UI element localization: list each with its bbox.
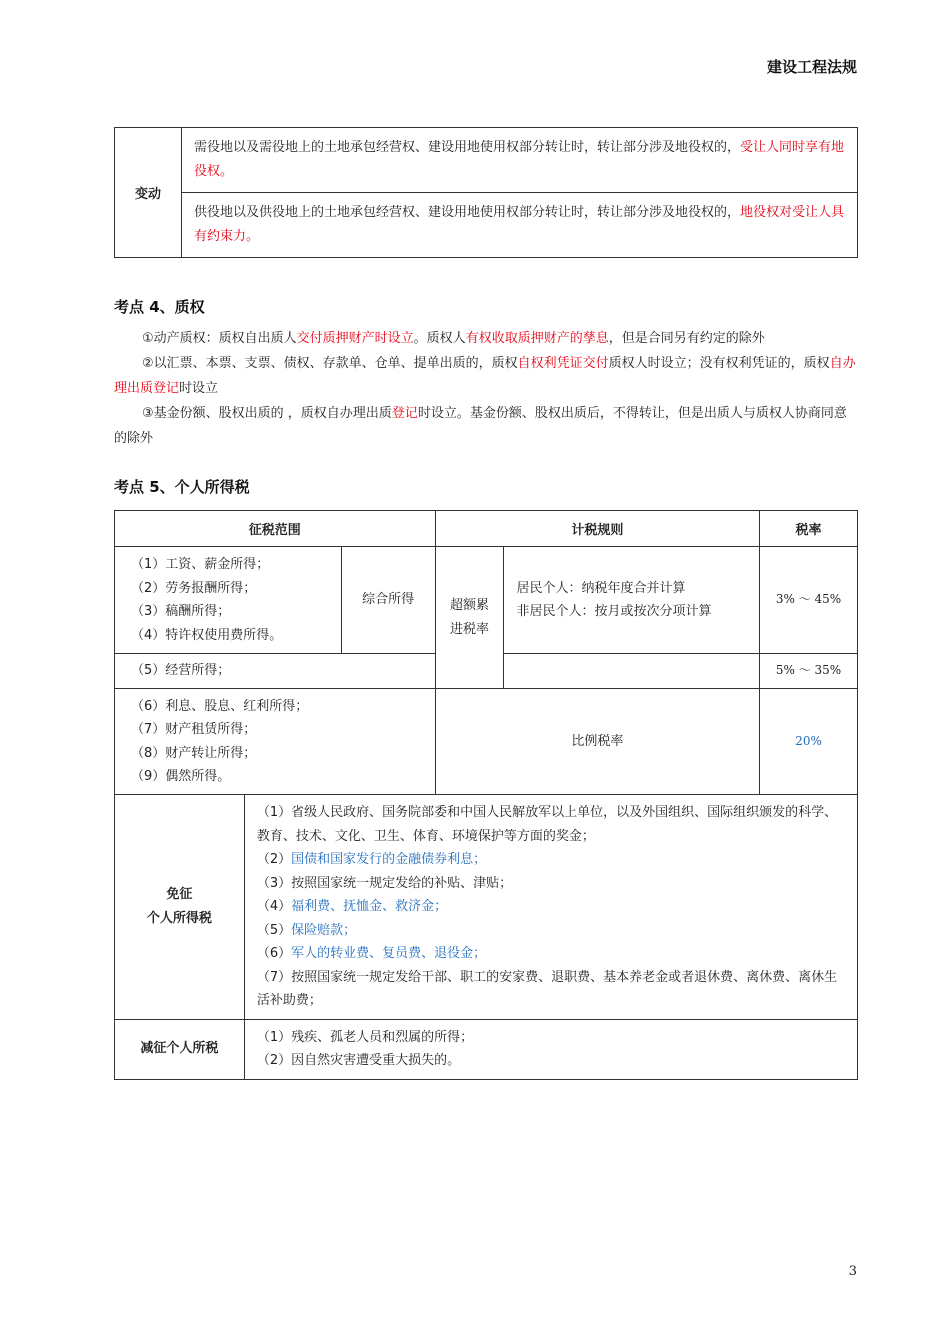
page-number: 3 <box>848 1264 857 1279</box>
exempt-item: （4）福利费、抚恤金、救济金； <box>256 899 448 914</box>
business-rate: 5% ～ 35% <box>760 654 858 689</box>
easement-change-table <box>114 127 858 258</box>
section-5-title: 考点 5、个人所得税 <box>114 478 250 496</box>
section-4-title: 考点 4、质权 <box>114 298 205 316</box>
business-income-item: （5）经营所得； <box>115 654 436 689</box>
comprehensive-income-items: （1）工资、薪金所得； （2）劳务报酬所得； （3）稿酬所得； （4）特许权使用费所得。 <box>115 547 342 654</box>
exempt-item: （2）国债和国家发行的金融债券利息； <box>256 852 487 867</box>
comprehensive-rule: 居民个人：纳税年度合并计算 非居民个人：按月或按次分项计算 <box>504 547 760 654</box>
header-rate: 税率 <box>760 511 858 547</box>
income-tax-table <box>114 510 858 1080</box>
exempt-items <box>244 795 857 1020</box>
reduce-label: 减征个人所税 <box>115 1019 245 1079</box>
proportional-income-items: （6）利息、股息、红利所得； （7）财产租赁所得； （8）财产转让所得； （9）偶然所得。 <box>115 689 436 795</box>
proportional-rule: 比例税率 <box>435 689 760 795</box>
exempt-item: （7）按照国家统一规定发给干部、职工的安家费、退职费、基本养老金或者退休费、离休费、离休生活补助费； <box>256 969 838 1008</box>
pledge-paragraph-3: ③基金份额、股权出质的 ，质权自办理出质登记时设立。基金份额、股权出质后，不得转让，但是出质人与质权人协商同意的除外 <box>114 406 847 446</box>
pledge-paragraph-2: ②以汇票、本票、支票、债权、存款单、仓单、提单出质的，质权自权利凭证交付质权人时设立；没有权利凭证的，质权自办理出质登记时设立 <box>114 356 856 396</box>
pledge-paragraph-1: ①动产质权：质权自出质人交付质押财产时设立。质权人有权收取质押财产的孳息，但是合同另有约定的除外 <box>142 331 765 346</box>
exempt-label: 免征 个人所得税 <box>115 795 245 1020</box>
header-rule: 计税规则 <box>435 511 760 547</box>
change-label: 变动 <box>115 128 182 258</box>
exempt-item: （6）军人的转业费、复员费、退役金； <box>256 946 487 961</box>
header-scope: 征税范围 <box>115 511 436 547</box>
exempt-item: （1）省级人民政府、国务院部委和中国人民解放军以上单位，以及外国组织、国际组织颁发的科学、教育、技术、文化、卫生、体育、环境保护等方面的奖金； <box>256 805 838 844</box>
progressive-rate-method: 超额累 进税率 <box>435 547 504 689</box>
business-rule-empty <box>504 654 760 689</box>
comprehensive-income-label: 综合所得 <box>341 547 435 654</box>
document-header-title: 建设工程法规 <box>766 58 857 76</box>
reduce-items: （1）残疾、孤老人员和烈属的所得； （2）因自然灾害遭受重大损失的。 <box>244 1019 857 1079</box>
exempt-item: （5）保险赔款； <box>256 922 357 938</box>
change-row-1: 需役地以及需役地上的土地承包经营权、建设用地使用权部分转让时，转让部分涉及地役权的，受让人同时享有地役权。 <box>182 128 858 193</box>
comprehensive-rate: 3% ～ 45% <box>760 547 858 654</box>
exempt-item: （3）按照国家统一规定发给的补贴、津贴； <box>256 875 513 891</box>
change-row-2: 供役地以及供役地上的土地承包经营权、建设用地使用权部分转让时，转让部分涉及地役权的，地役权对受让人具有约束力。 <box>182 193 858 258</box>
proportional-rate: 20% <box>760 689 858 795</box>
